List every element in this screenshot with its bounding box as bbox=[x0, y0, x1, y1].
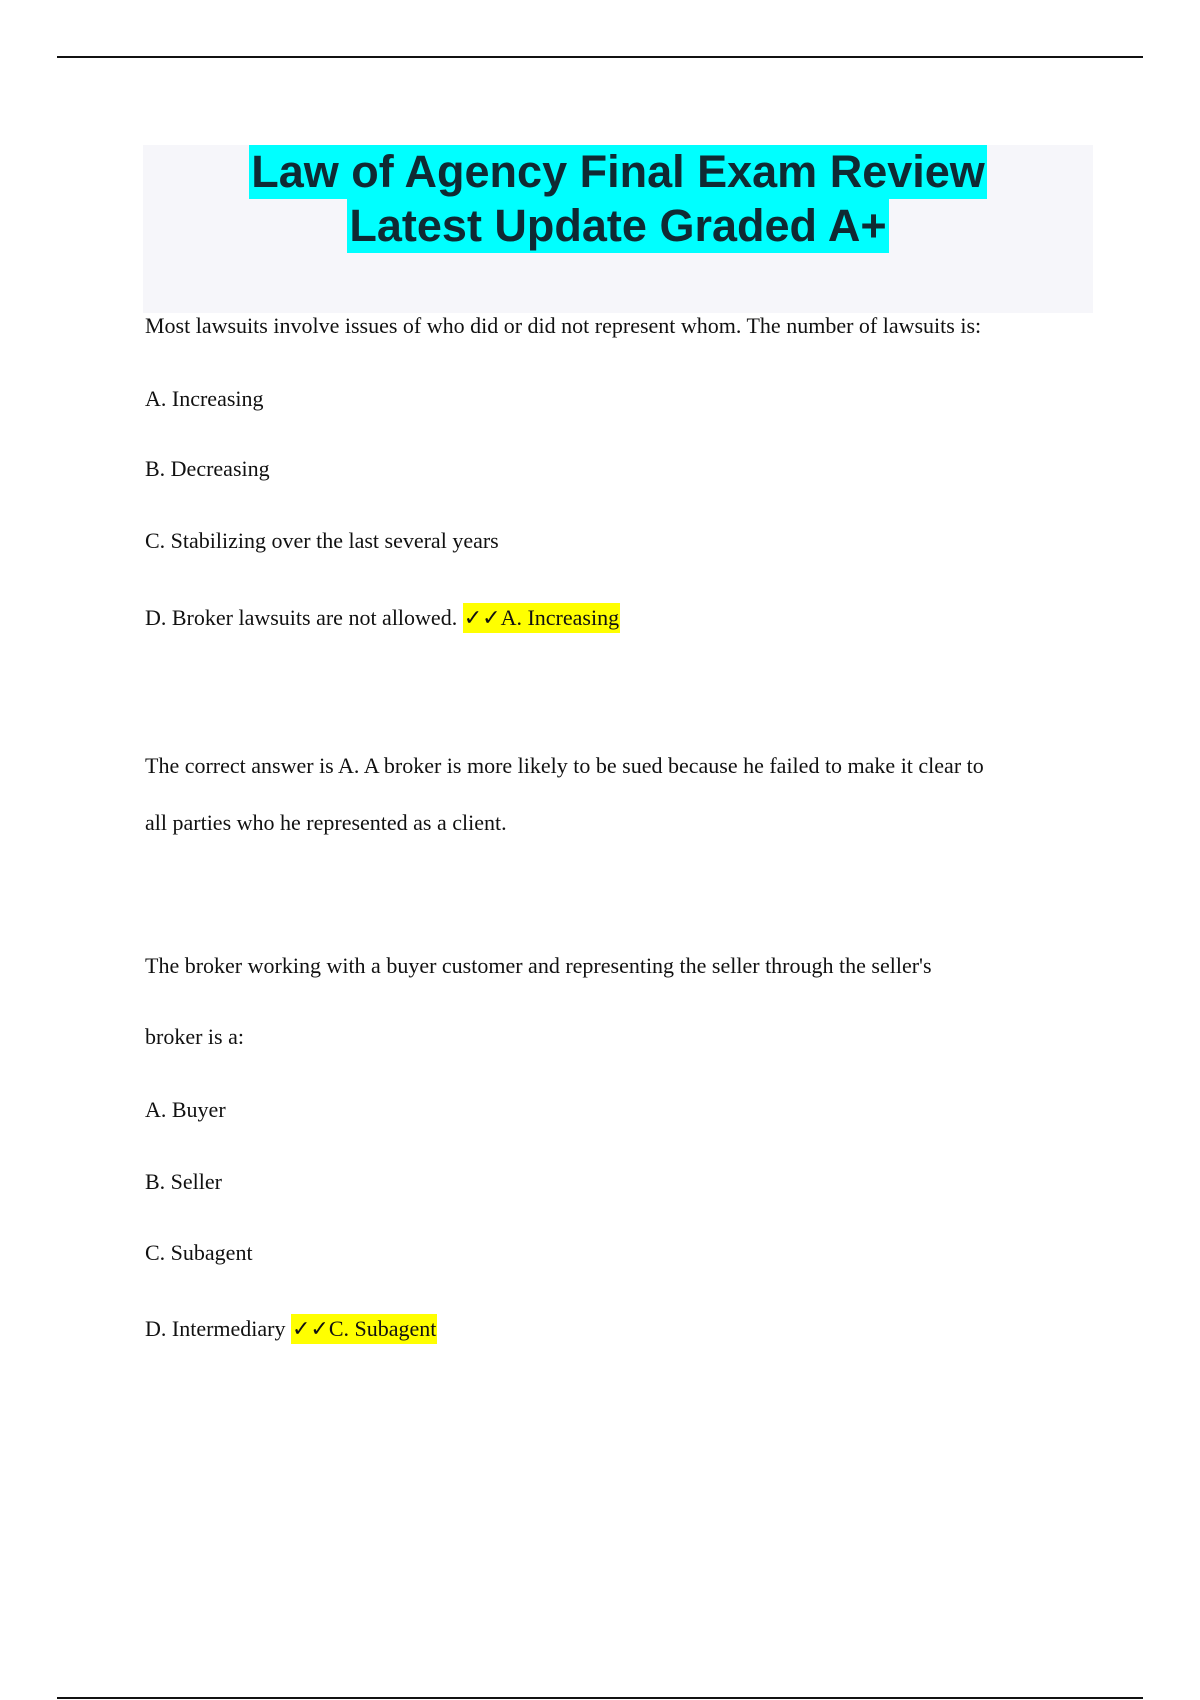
question-2-option-a: A. Buyer bbox=[145, 1097, 226, 1122]
question-1-option-b: B. Decreasing bbox=[145, 456, 270, 481]
question-2-option-d-row bbox=[145, 1315, 437, 1343]
question-1-option-d-row bbox=[145, 604, 620, 632]
question-2-stem-line-2: broker is a: bbox=[145, 1024, 244, 1049]
question-1-option-c: C. Stabilizing over the last several years bbox=[145, 528, 499, 553]
question-2-answer: ✓✓C. Subagent bbox=[291, 1314, 437, 1344]
question-1-stem: Most lawsuits involve issues of who did or did not represent whom. The number of lawsuits is: bbox=[145, 313, 982, 338]
page-title-line-2: Latest Update Graded A+ bbox=[349, 200, 887, 251]
explanation-line-1: The correct answer is A. A broker is more likely to be sued because he failed to make it clear to bbox=[145, 753, 984, 778]
page-title-line-1: Law of Agency Final Exam Review bbox=[251, 146, 985, 197]
question-2-stem-line-1: The broker working with a buyer customer and representing the seller through the seller's bbox=[145, 953, 932, 978]
question-1-answer: ✓✓A. Increasing bbox=[463, 603, 620, 633]
question-2-option-c: C. Subagent bbox=[145, 1240, 253, 1265]
top-rule bbox=[57, 56, 1143, 58]
question-1-option-a: A. Increasing bbox=[145, 386, 264, 411]
title-block bbox=[143, 145, 1093, 313]
question-1-option-d: D. Broker lawsuits are not allowed. bbox=[145, 605, 458, 630]
question-2-option-d: D. Intermediary bbox=[145, 1316, 286, 1341]
explanation-line-2: all parties who he represented as a client. bbox=[145, 810, 507, 835]
bottom-rule bbox=[57, 1697, 1143, 1699]
question-2-option-b: B. Seller bbox=[145, 1169, 222, 1194]
